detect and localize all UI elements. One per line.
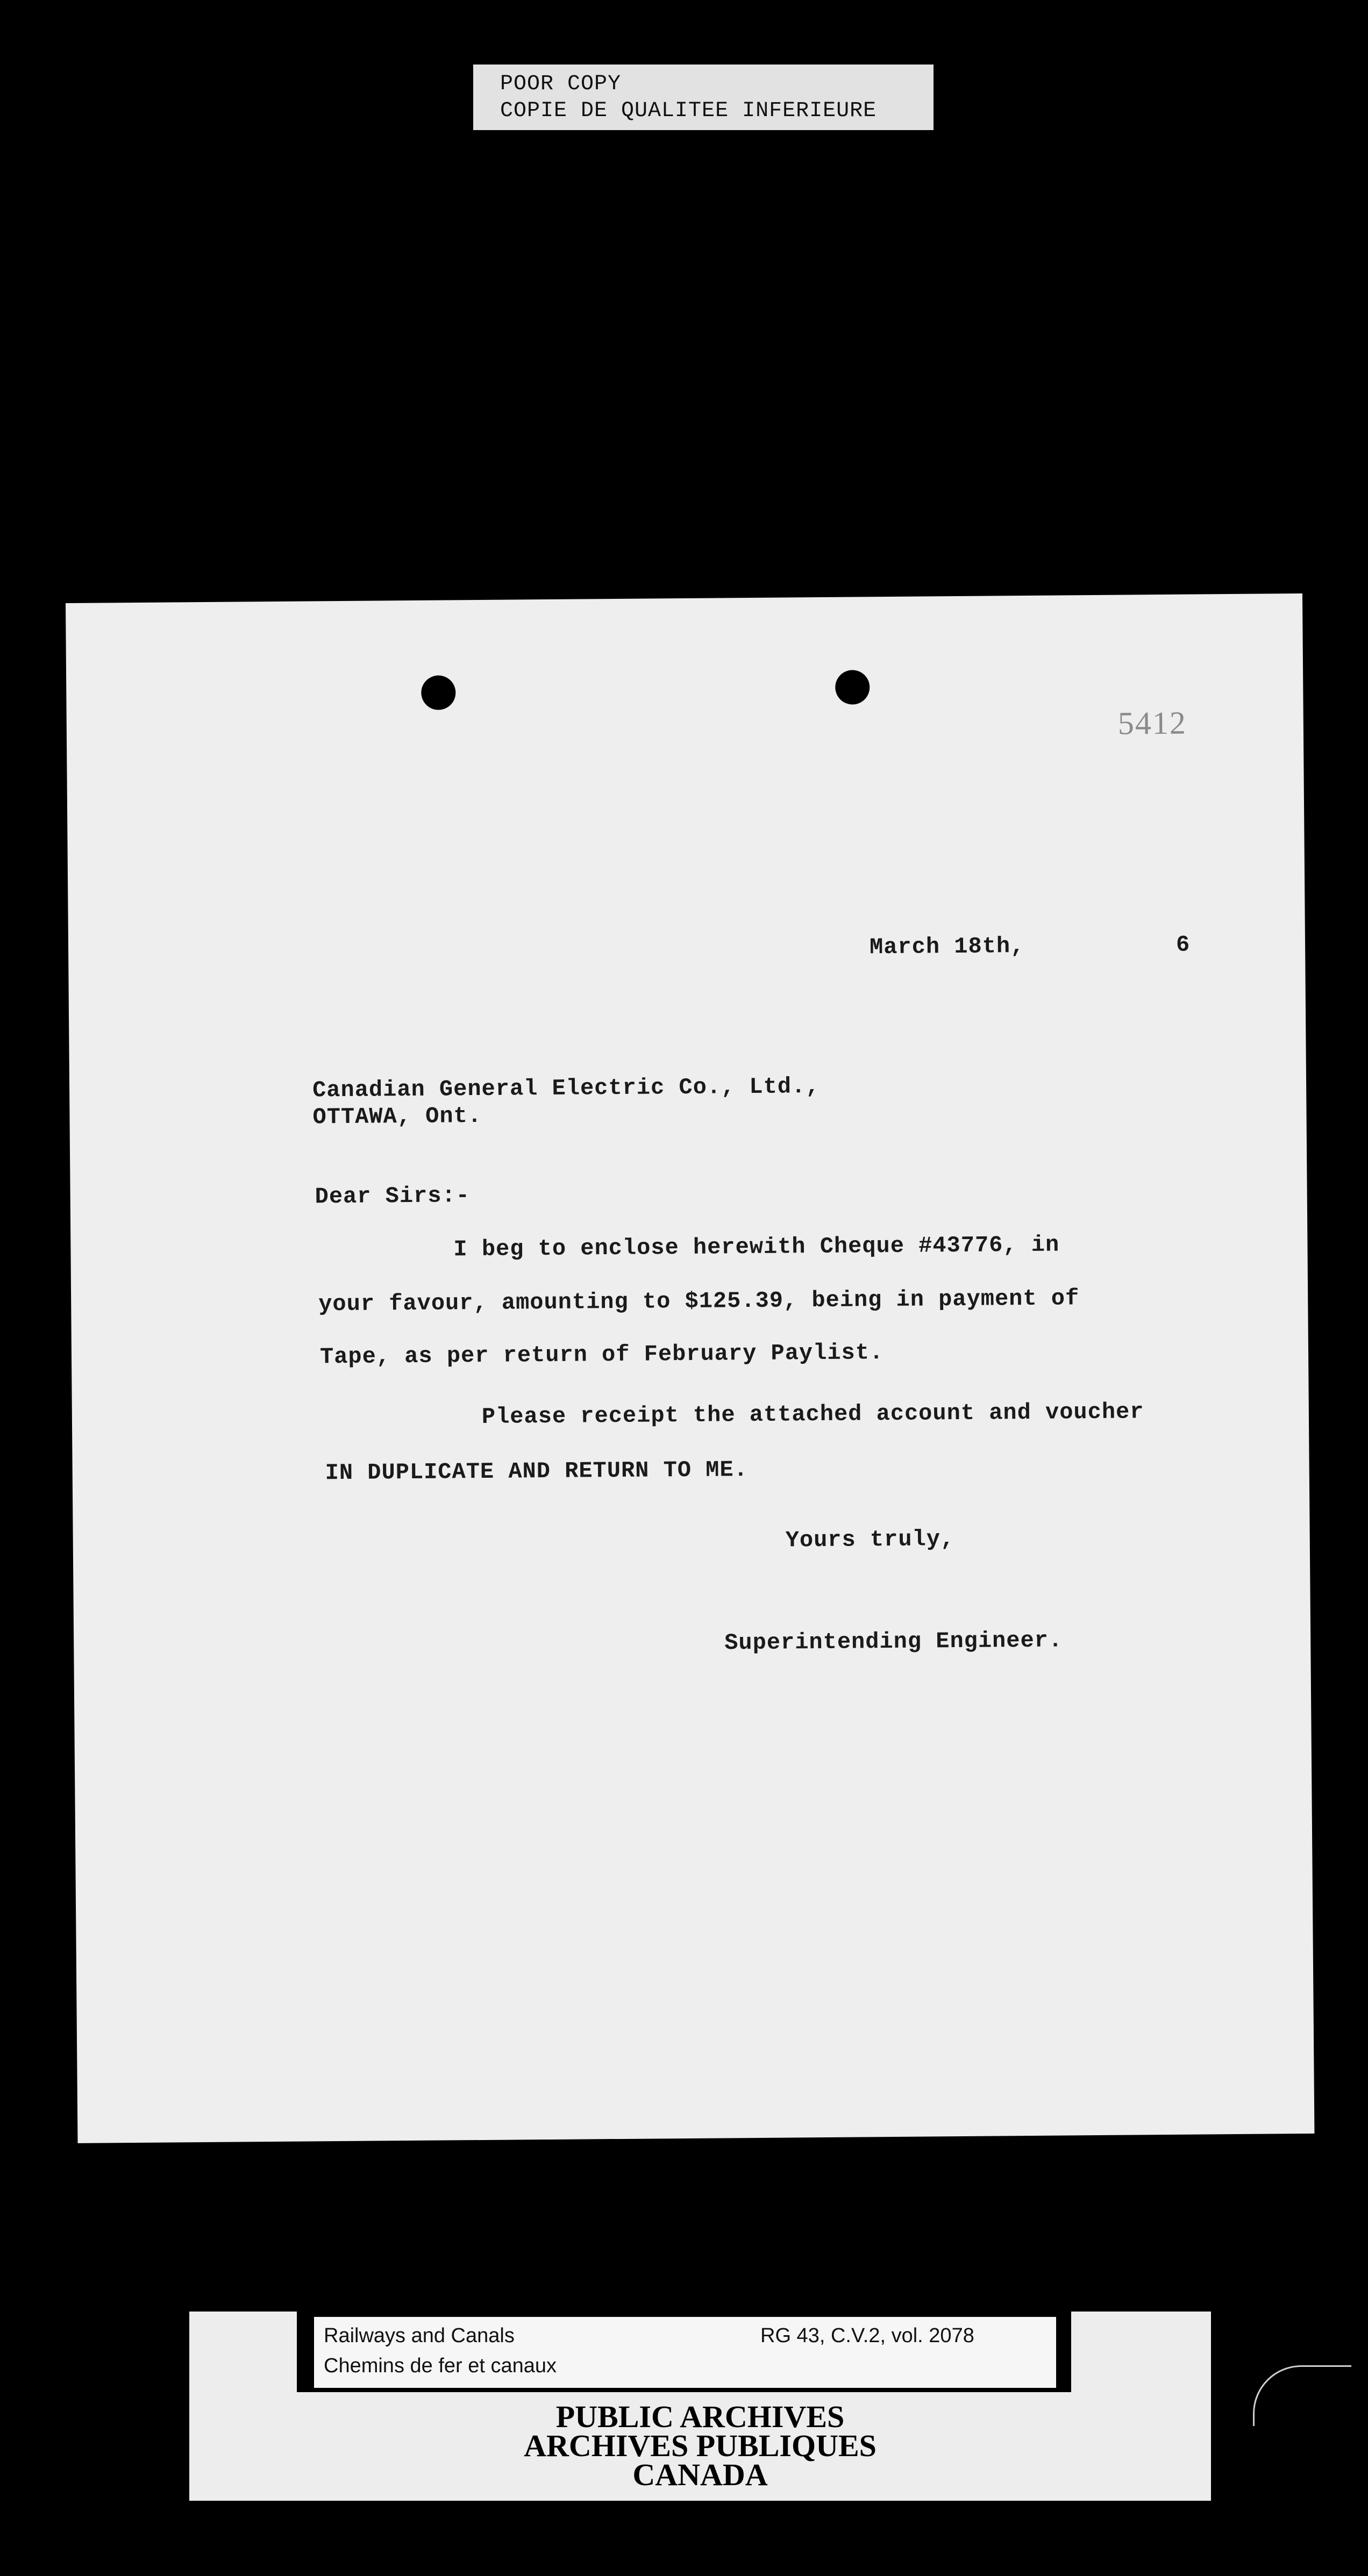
poor-copy-stamp xyxy=(473,65,934,130)
letter-date: March 18th, xyxy=(869,933,1025,961)
body-line: Please receipt the attached account and voucher xyxy=(481,1399,1144,1430)
closing: Yours truly, xyxy=(785,1526,955,1554)
archives-title-french: ARCHIVES PUBLIQUES xyxy=(524,2428,877,2463)
poor-copy-line-2: COPIE DE QUALITEE INFERIEURE xyxy=(500,99,877,123)
poor-copy-line-1: POOR COPY xyxy=(500,72,622,96)
body-line: your favour, amounting to $125.39, being in payment of xyxy=(318,1285,1080,1318)
archives-label xyxy=(189,2312,1211,2501)
film-scratch xyxy=(1253,2365,1351,2426)
punch-hole xyxy=(421,675,456,710)
folio-number: 5412 xyxy=(1117,705,1187,741)
archives-country: CANADA xyxy=(632,2457,768,2492)
archives-reference-box xyxy=(314,2317,1056,2388)
record-group-reference: RG 43, C.V.2, vol. 2078 xyxy=(760,2324,974,2347)
body-line: I beg to enclose herewith Cheque #43776, in xyxy=(453,1232,1060,1263)
recipient-city: OTTAWA, Ont. xyxy=(312,1103,482,1130)
body-line: IN DUPLICATE AND RETURN TO ME. xyxy=(325,1457,749,1486)
salutation: Dear Sirs:- xyxy=(315,1183,471,1210)
recipient-name: Canadian General Electric Co., Ltd., xyxy=(312,1074,820,1104)
signature-title: Superintending Engineer. xyxy=(724,1627,1063,1656)
archives-title-english: PUBLIC ARCHIVES xyxy=(555,2399,845,2434)
letter-year: 6 xyxy=(1175,932,1191,958)
punch-hole xyxy=(835,670,870,705)
department-english: Railways and Canals xyxy=(324,2324,515,2347)
department-french: Chemins de fer et canaux xyxy=(324,2355,557,2377)
letter-page xyxy=(66,593,1314,2143)
body-line: Tape, as per return of February Paylist. xyxy=(319,1340,884,1370)
